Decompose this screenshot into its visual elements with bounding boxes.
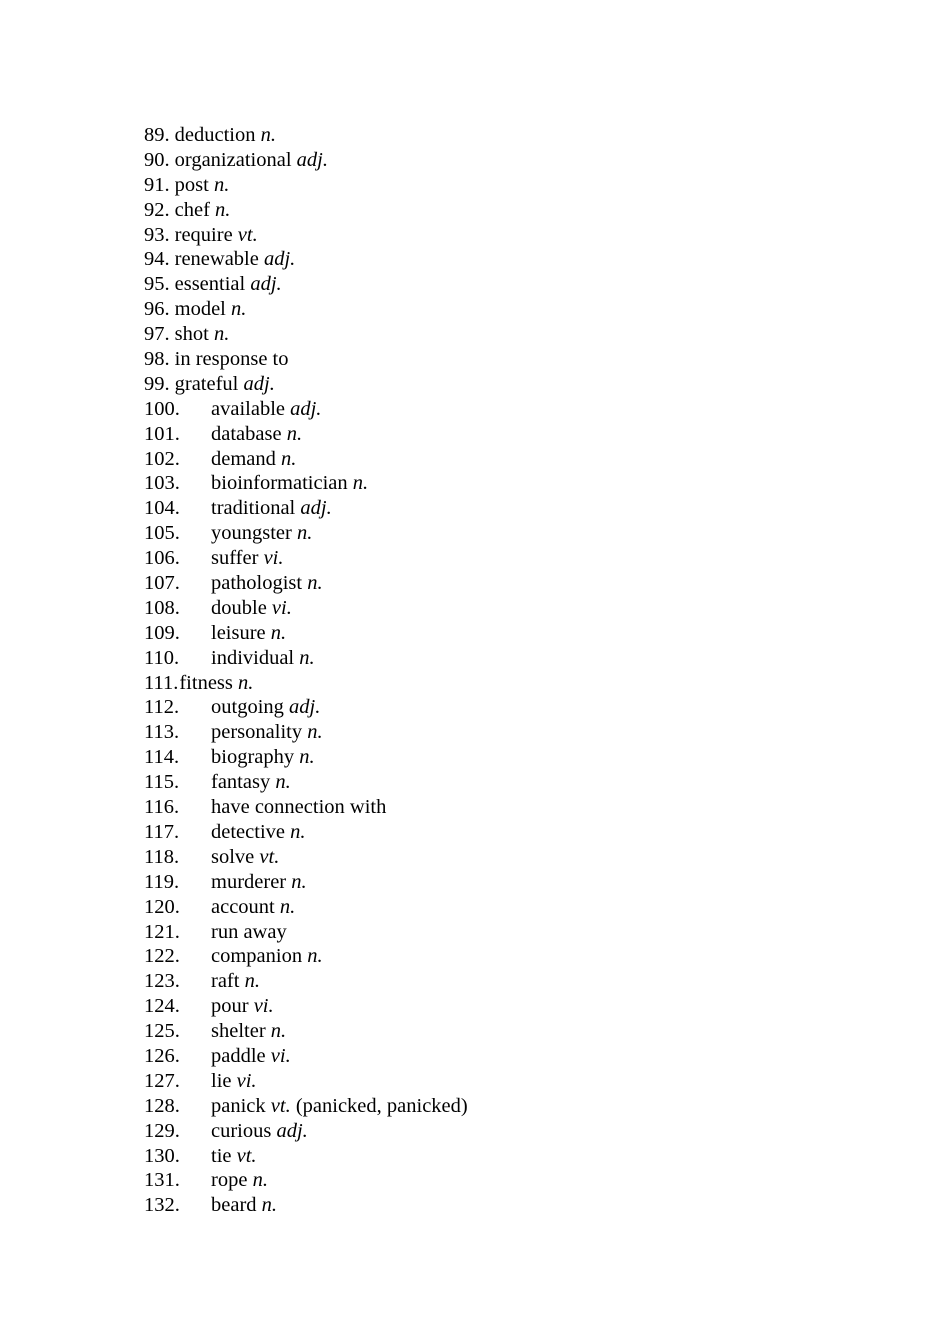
entry-word: solve — [211, 845, 255, 868]
entry-word: run away — [211, 920, 287, 943]
entry-part-of-speech: adj. — [263, 248, 296, 271]
entry-number: 103. — [144, 472, 180, 495]
entry-number: 124. — [144, 995, 180, 1018]
entry-part-of-speech: vi. — [236, 1069, 257, 1092]
entry-number: 95. — [144, 273, 170, 296]
entry-part-of-speech: n. — [231, 298, 247, 321]
entry-word: youngster — [211, 522, 292, 545]
entry-word: available — [211, 397, 285, 420]
entry-part-of-speech: vt. — [259, 845, 280, 868]
entry-number: 126. — [144, 1044, 180, 1067]
entry-word: fitness — [179, 671, 233, 694]
vocab-entry — [144, 969, 468, 994]
vocab-entry — [144, 347, 468, 372]
entry-part-of-speech: n. — [299, 746, 315, 769]
entry-word: post — [174, 173, 209, 196]
vocab-entry — [144, 496, 468, 521]
entry-word: shelter — [211, 1020, 266, 1043]
vocab-entry — [144, 1019, 468, 1044]
entry-part-of-speech: adj. — [290, 397, 322, 420]
entry-part-of-speech: adj. — [243, 372, 275, 395]
entry-number: 130. — [144, 1144, 180, 1167]
entry-word: shot — [174, 323, 209, 346]
entry-part-of-speech: n. — [296, 522, 313, 545]
vocab-entry — [144, 994, 468, 1019]
entry-number: 102. — [144, 447, 180, 470]
entry-part-of-speech: adj. — [289, 696, 321, 719]
entry-part-of-speech: n. — [244, 970, 260, 993]
entry-part-of-speech: n. — [307, 572, 323, 595]
vocab-entry — [144, 1168, 468, 1193]
vocab-entry — [144, 621, 468, 646]
entry-word: paddle — [211, 1044, 266, 1067]
vocab-entry — [144, 148, 468, 173]
entry-number: 118. — [144, 845, 180, 868]
vocab-entry — [144, 944, 468, 969]
entry-word: lie — [211, 1069, 232, 1092]
entry-word: personality — [211, 721, 303, 744]
entry-word: murderer — [211, 870, 287, 893]
entry-word: account — [211, 895, 275, 918]
entry-part-of-speech: vi. — [271, 596, 292, 619]
entry-number: 122. — [144, 945, 180, 968]
entry-part-of-speech: n. — [260, 124, 276, 146]
entry-number: 113. — [144, 721, 180, 744]
entry-part-of-speech: n. — [307, 945, 323, 968]
entry-number: 128. — [144, 1094, 180, 1117]
entry-part-of-speech: n. — [261, 1194, 278, 1217]
entry-word: panick — [211, 1094, 266, 1117]
entry-note: (panicked, panicked) — [295, 1094, 468, 1117]
entry-word: essential — [174, 273, 246, 296]
entry-number: 119. — [144, 870, 180, 893]
entry-number: 127. — [144, 1069, 180, 1092]
vocab-entry — [144, 770, 468, 795]
vocab-entry — [144, 223, 468, 248]
entry-number: 108. — [144, 596, 180, 619]
entry-number: 132. — [144, 1194, 180, 1217]
entry-word: leisure — [211, 621, 266, 644]
entry-number: 90. — [144, 148, 170, 171]
vocab-entry — [144, 920, 468, 945]
entry-number: 129. — [144, 1119, 180, 1142]
entry-number: 112. — [144, 696, 180, 719]
vocab-entry — [144, 1144, 468, 1169]
vocab-entry — [144, 123, 468, 148]
entry-part-of-speech: vi. — [253, 995, 274, 1018]
vocab-entry — [144, 571, 468, 596]
vocab-entry — [144, 521, 468, 546]
entry-part-of-speech: n. — [286, 422, 303, 445]
entry-number: 114. — [144, 746, 180, 769]
entry-word: raft — [211, 970, 240, 993]
entry-word: curious — [211, 1119, 272, 1142]
vocab-entry — [144, 646, 468, 671]
vocab-entry — [144, 895, 468, 920]
vocab-entry — [144, 422, 468, 447]
vocab-entry — [144, 1193, 468, 1218]
entry-number: 123. — [144, 970, 180, 993]
entry-part-of-speech: n. — [215, 198, 231, 221]
vocab-entry — [144, 297, 468, 322]
vocab-entry — [144, 372, 468, 397]
entry-word: companion — [211, 945, 303, 968]
vocab-entry — [144, 1069, 468, 1094]
entry-number: 99. — [144, 372, 170, 395]
vocab-entry — [144, 795, 468, 820]
vocab-entry — [144, 447, 468, 472]
entry-number: 93. — [144, 223, 170, 246]
entry-number: 116. — [144, 796, 180, 819]
vocab-entry — [144, 1044, 468, 1069]
entry-word: database — [211, 422, 282, 445]
entry-part-of-speech: vi. — [263, 547, 284, 570]
entry-word: deduction — [174, 124, 256, 146]
entry-word: fantasy — [211, 771, 271, 794]
vocab-entry — [144, 471, 468, 496]
entry-number: 101. — [144, 422, 180, 445]
entry-word: require — [174, 223, 233, 246]
entry-number: 92. — [144, 198, 170, 221]
vocab-entry — [144, 720, 468, 745]
entry-part-of-speech: adj. — [300, 497, 332, 520]
entry-number: 109. — [144, 621, 180, 644]
vocab-entry — [144, 198, 468, 223]
entry-number: 94. — [144, 248, 170, 271]
entry-word: in response to — [174, 348, 289, 371]
entry-word: traditional — [211, 497, 296, 520]
vocabulary-list — [144, 123, 468, 1218]
entry-part-of-speech: n. — [270, 1020, 287, 1043]
vocab-entry — [144, 247, 468, 272]
entry-number: 120. — [144, 895, 180, 918]
entry-part-of-speech: vt. — [270, 1094, 291, 1117]
entry-part-of-speech: n. — [290, 820, 306, 843]
entry-word: pour — [211, 995, 249, 1018]
entry-part-of-speech: n. — [299, 646, 315, 669]
entry-number: 107. — [144, 572, 180, 595]
entry-word: individual — [211, 646, 295, 669]
entry-part-of-speech: n. — [213, 173, 230, 196]
entry-word: tie — [211, 1144, 232, 1167]
entry-word: pathologist — [211, 572, 303, 595]
entry-word: detective — [211, 820, 285, 843]
vocab-entry — [144, 845, 468, 870]
entry-number: 117. — [144, 820, 180, 843]
vocab-entry — [144, 272, 468, 297]
entry-part-of-speech: adj. — [250, 273, 282, 296]
entry-part-of-speech: vt. — [237, 223, 258, 246]
entry-part-of-speech: n. — [352, 472, 369, 495]
entry-number: 89. — [144, 124, 170, 146]
entry-word: renewable — [174, 248, 259, 271]
entry-part-of-speech: n. — [275, 771, 291, 794]
entry-number: 105. — [144, 522, 180, 545]
entry-part-of-speech: vi. — [270, 1044, 291, 1067]
vocab-entry — [144, 695, 468, 720]
vocab-entry — [144, 870, 468, 895]
entry-part-of-speech: n. — [281, 447, 297, 470]
entry-number: 115. — [144, 771, 180, 794]
entry-number: 106. — [144, 547, 180, 570]
entry-word: demand — [211, 447, 276, 470]
vocab-entry — [144, 322, 468, 347]
entry-part-of-speech: n. — [279, 895, 296, 918]
entry-word: suffer — [211, 547, 259, 570]
entry-part-of-speech: adj. — [296, 148, 328, 171]
entry-word: bioinformatician — [211, 472, 348, 495]
entry-part-of-speech: n. — [213, 323, 230, 346]
vocab-entry — [144, 1119, 468, 1144]
vocab-entry — [144, 671, 468, 696]
entry-word: biography — [211, 746, 295, 769]
vocab-entry — [144, 397, 468, 422]
entry-number: 121. — [144, 920, 180, 943]
entry-number: 111. — [144, 671, 179, 694]
entry-word: outgoing — [211, 696, 284, 719]
entry-part-of-speech: n. — [307, 721, 323, 744]
entry-part-of-speech: n. — [270, 621, 287, 644]
vocab-entry — [144, 596, 468, 621]
entry-word: organizational — [174, 148, 292, 171]
vocab-entry — [144, 173, 468, 198]
entry-word: beard — [211, 1194, 257, 1217]
entry-number: 100. — [144, 397, 180, 420]
entry-word: double — [211, 596, 267, 619]
vocab-entry — [144, 820, 468, 845]
entry-word: rope — [211, 1169, 248, 1192]
entry-number: 98. — [144, 348, 170, 371]
entry-number: 96. — [144, 298, 170, 321]
entry-number: 125. — [144, 1020, 180, 1043]
entry-part-of-speech: vt. — [236, 1144, 257, 1167]
vocab-entry — [144, 1094, 468, 1119]
entry-number: 110. — [144, 646, 180, 669]
entry-word: have connection with — [211, 796, 387, 819]
entry-part-of-speech: adj. — [276, 1119, 308, 1142]
entry-number: 131. — [144, 1169, 180, 1192]
entry-number: 91. — [144, 173, 170, 196]
vocab-entry — [144, 546, 468, 571]
entry-number: 104. — [144, 497, 180, 520]
entry-part-of-speech: n. — [252, 1169, 268, 1192]
entry-part-of-speech: n. — [291, 870, 307, 893]
entry-number: 97. — [144, 323, 170, 346]
entry-word: grateful — [174, 372, 239, 395]
entry-word: chef — [174, 198, 210, 221]
vocab-entry — [144, 745, 468, 770]
entry-part-of-speech: n. — [238, 671, 254, 694]
entry-word: model — [174, 298, 226, 321]
